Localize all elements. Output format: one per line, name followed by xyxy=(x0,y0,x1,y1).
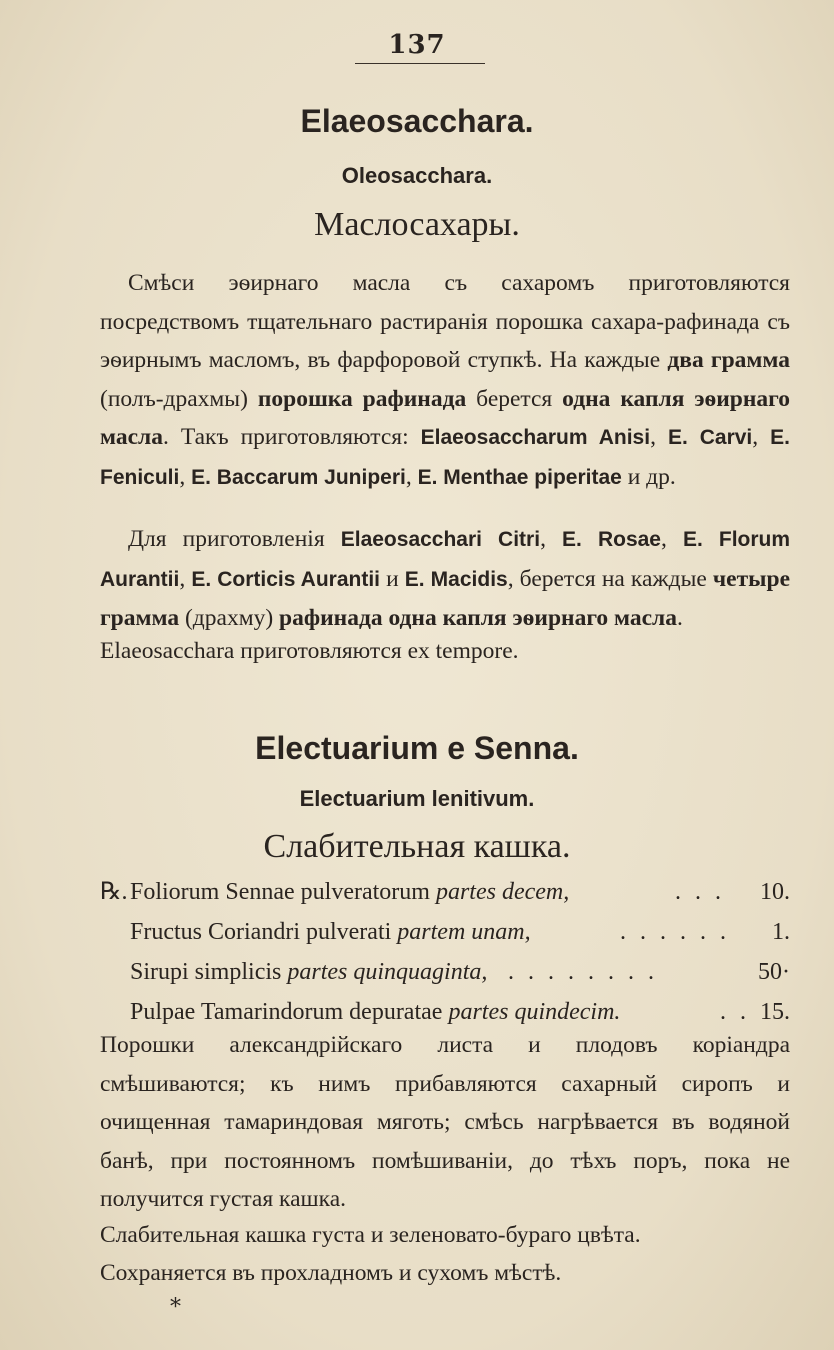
section2-russian-title: Слабительная кашка. xyxy=(263,828,571,865)
section2-paragraph-2: Слабительная кашка густа и зеленовато-бураго цвѣта. xyxy=(100,1222,641,1248)
ingredient-name: Pulpae Tamarindorum depuratae xyxy=(130,999,449,1025)
bold-run: два грамма xyxy=(667,347,790,373)
ingredient-quantity: 10. xyxy=(760,879,790,905)
recipe-symbol: ℞. xyxy=(100,879,128,905)
text-run: Смѣси эѳирнаго масла съ сахаромъ приготовляются посредствомъ тщательнаго растиранія порошка сахара-рафинада съ эѳирнымъ масломъ, въ фарфоровой ступкѣ. На каждые xyxy=(100,270,790,373)
text-run: и xyxy=(380,565,405,592)
text-run: , xyxy=(650,424,668,450)
page-number: 137 xyxy=(388,30,446,60)
latin-term: E. Florum Aurantii xyxy=(100,528,791,591)
text-run: (драхму) xyxy=(179,605,280,631)
latin-term: E. Corticis Aurantii xyxy=(191,567,381,591)
section1-title: Elaeosaccharа. xyxy=(300,103,534,139)
text-run: , xyxy=(660,526,683,552)
footer-asterisk: * xyxy=(170,1295,181,1320)
bold-run: одна капля эѳирнаго масла xyxy=(100,385,790,450)
ingredient-amount: partem unam, xyxy=(397,919,531,945)
ingredient-name: Foliorum Sennae pulveratorum xyxy=(130,879,436,905)
section1-russian-title: Маслосахары. xyxy=(314,206,520,243)
text-run: , xyxy=(405,463,418,490)
latin-term: Elaeosacchari Citri xyxy=(340,528,541,551)
text-run: и др. xyxy=(621,463,676,490)
section2-subtitle: Electuarium lenitivum. xyxy=(299,786,535,811)
recipe-ingredient xyxy=(130,872,569,912)
recipe-block xyxy=(100,872,800,1032)
bold-run: порошка рафинада xyxy=(257,385,467,412)
latin-term: Elaeosaccharum Anisi xyxy=(420,426,651,449)
text-run: . Такъ приготовляются: xyxy=(162,424,421,450)
section2-paragraph-1: Порошки александрійскаго листа и плодовъ коріандра смѣшиваются; къ нимъ прибавляются сахарный сиропъ и очищенная тамариндовая мяготь; смѣсь нагрѣвается въ водяной банѣ, при постоянномъ помѣшиваніи, до тѣхъ поръ, пока не получится густая кашка. xyxy=(100,1032,790,1212)
recipe-ingredient xyxy=(130,952,487,992)
ingredient-quantity: 50· xyxy=(758,959,790,985)
latin-term: E. Macidis xyxy=(404,567,508,591)
text-run: , xyxy=(179,565,192,592)
section2-paragraph-3: Сохраняется въ прохладномъ и сухомъ мѣстѣ. xyxy=(100,1260,562,1286)
latin-term: E. Feniculi xyxy=(100,426,790,489)
latin-term: E. Carvi xyxy=(667,426,753,449)
ingredient-quantity: 15. xyxy=(760,999,790,1025)
text-run: , xyxy=(179,463,192,490)
section1-paragraph-1 xyxy=(100,264,790,497)
recipe-line xyxy=(100,872,800,912)
bold-run: четыре грамма xyxy=(100,565,790,631)
latin-term: E. Menthae piperitae xyxy=(417,465,622,489)
text-run: . xyxy=(677,605,683,631)
latin-term: E. Baccarum Juniperi xyxy=(191,465,406,489)
ingredient-amount: partes quinquaginta, xyxy=(287,959,488,985)
section1-paragraph-3: Elaeosaccharа приготовляются ex tempore. xyxy=(100,638,519,664)
leader-dots: . . . . . . . . xyxy=(508,959,658,985)
ingredient-amount: partes quindecim. xyxy=(448,999,621,1025)
latin-term: E. Rosae xyxy=(562,528,661,551)
leader-dots: . . . xyxy=(675,879,725,905)
text-run: , берется на каждые xyxy=(507,565,713,592)
bold-run: рафинада одна капля эѳирнаго масла xyxy=(279,605,677,631)
ingredient-quantity: 1. xyxy=(772,919,790,945)
leader-dots: . . . . . . xyxy=(620,919,730,945)
leader-dots: . . xyxy=(720,999,750,1025)
section1-subtitle: Oleosaccharа. xyxy=(341,163,493,188)
text-run: Для приготовленія xyxy=(128,526,341,552)
recipe-ingredient xyxy=(130,912,531,952)
section1-paragraph-2 xyxy=(100,520,790,638)
ingredient-name: Fructus Coriandri pulverati xyxy=(130,919,398,945)
ingredient-name: Sirupi simplicis xyxy=(130,959,288,985)
section2-title: Electuarium e Senna. xyxy=(255,730,579,766)
recipe-line xyxy=(100,912,800,952)
text-run: , xyxy=(752,424,771,450)
text-run: , xyxy=(540,526,563,552)
text-run: (полъ-драхмы) xyxy=(100,385,258,412)
header-rule xyxy=(355,63,485,64)
text-run: берется xyxy=(466,385,563,412)
recipe-line xyxy=(100,952,800,992)
ingredient-amount: partes decem, xyxy=(435,879,570,905)
